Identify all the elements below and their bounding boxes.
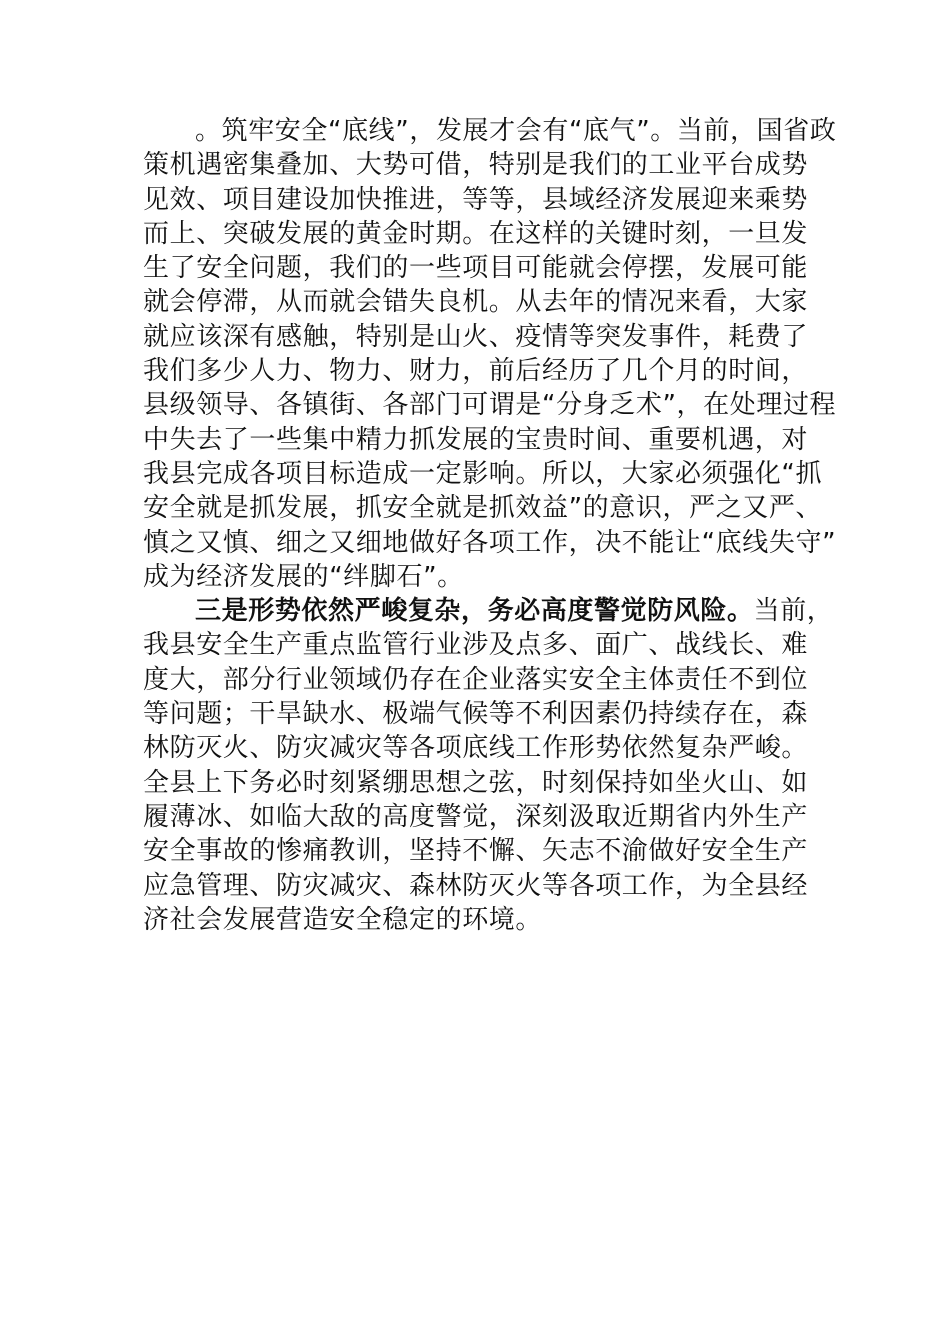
paragraph-safety-bottom-line — [143, 114, 837, 594]
text-line: 安全就是抓发展，抓安全就是抓效益”的意识，严之又严、 — [143, 493, 823, 524]
text-line: 县级领导、各镇街、各部门可谓是“分身乏术”，在处理过程 — [143, 390, 837, 421]
text-span: 当前， — [753, 596, 834, 627]
paragraph-first-line — [143, 594, 834, 628]
text-line: 应急管理、防灾减灾、森林防灭火等各项工作，为全县经 — [143, 870, 809, 901]
text-line: 就会停滞，从而就会错失良机。从去年的情况来看，大家 — [143, 287, 809, 318]
text-line: 策机遇密集叠加、大势可借，特别是我们的工业平台成势 — [143, 150, 809, 181]
text-line: 等问题；干旱缺水、极端气候等不利因素仍持续存在，森 — [143, 699, 809, 730]
paragraph-situation-risk — [143, 594, 834, 937]
text-line: 慎之又慎、细之又细地做好各项工作，决不能让“底线失守” — [143, 527, 837, 558]
text-line: 安全事故的惨痛教训，坚持不懈、矢志不渝做好安全生产 — [143, 836, 809, 867]
text-line: 林防灭火、防灾减灾等各项底线工作形势依然复杂严峻。 — [143, 733, 809, 764]
text-line: 而上、突破发展的黄金时期。在这样的关键时刻，一旦发 — [143, 218, 809, 249]
text-line: 我们多少人力、物力、财力，前后经历了几个月的时间， — [143, 356, 809, 387]
text-line: 济社会发展营造安全稳定的环境。 — [143, 904, 543, 935]
document-body — [143, 114, 837, 937]
text-line: 中失去了一些集中精力抓发展的宝贵时间、重要机遇，对 — [143, 424, 809, 455]
text-line: 度大，部分行业领域仍存在企业落实安全主体责任不到位 — [143, 664, 809, 695]
text-line: 我县完成各项目标造成一定影响。所以，大家必须强化“抓 — [143, 458, 823, 489]
text-line: 生了安全问题，我们的一些项目可能就会停摆，发展可能 — [143, 253, 809, 284]
text-line: 全县上下务必时刻紧绷思想之弦，时刻保持如坐火山、如 — [143, 767, 809, 798]
text-line: 成为经济发展的“绊脚石”。 — [143, 561, 464, 592]
text-line: 我县安全生产重点监管行业涉及点多、面广、战线长、难 — [143, 630, 809, 661]
text-line: 。筑牢安全“底线”，发展才会有“底气”。当前，国省政 — [195, 116, 837, 146]
text-line: 见效、项目建设加快推进，等等，县域经济发展迎来乘势 — [143, 184, 809, 215]
section-heading: 三是形势依然严峻复杂，务必高度警觉防风险。 — [195, 596, 754, 627]
text-line: 履薄冰、如临大敌的高度警觉，深刻汲取近期省内外生产 — [143, 801, 809, 832]
text-line: 就应该深有感触，特别是山火、疫情等突发事件，耗费了 — [143, 321, 809, 352]
